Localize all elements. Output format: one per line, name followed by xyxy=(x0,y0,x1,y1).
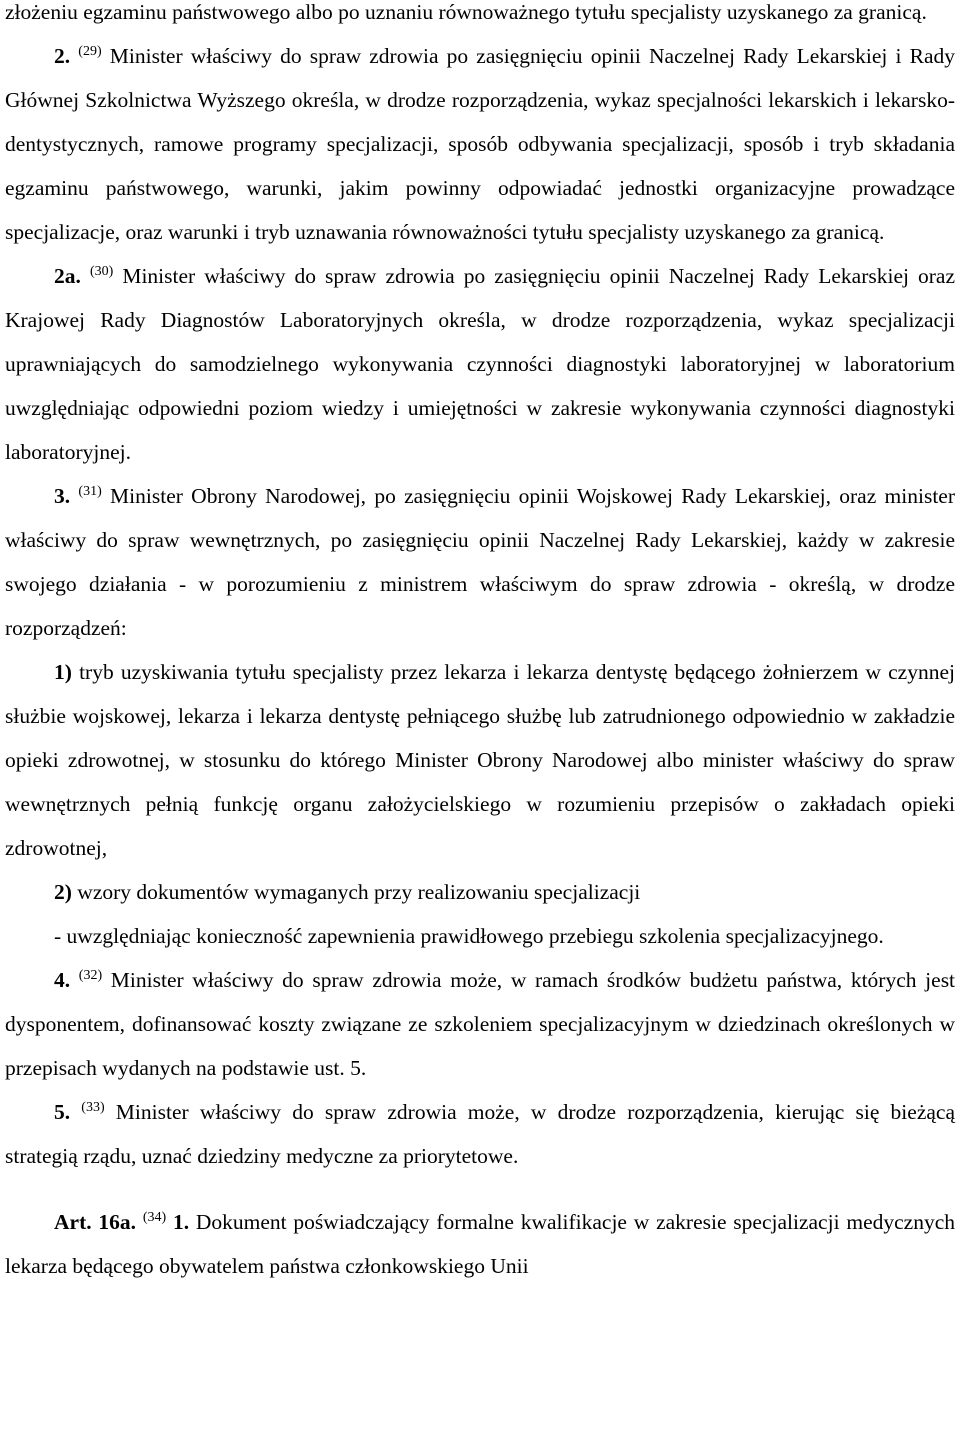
footnote-marker: (33) xyxy=(81,1100,105,1115)
article-16a xyxy=(5,1200,955,1288)
list-item-1 xyxy=(5,650,955,870)
footnote-marker: (31) xyxy=(78,484,102,499)
paragraph-5 xyxy=(5,1090,955,1178)
paragraph-number: 3. xyxy=(54,484,71,508)
list-item-number: 2) xyxy=(54,880,72,904)
paragraph-number: 4. xyxy=(54,968,71,992)
section-spacer xyxy=(5,1178,955,1200)
paragraph-number: 2a. xyxy=(54,264,81,288)
paragraph-text: Minister Obrony Narodowej, po zasięgnięciu opinii Wojskowej Rady Lekarskiej, oraz minister właściwy do spraw wewnętrznych, po zasięgnięciu opinii Naczelnej Rady Lekarskiej, każdy w zakresie swojego działania - w porozumieniu z ministrem właściwym do spraw zdrowia - określą, w drodze rozporządzeń: xyxy=(5,484,956,640)
list-item-number: 1) xyxy=(54,660,72,684)
paragraph-3 xyxy=(5,474,955,650)
paragraph-text: - uwzględniając konieczność zapewnienia prawidłowego przebiegu szkolenia specjalizacyjnego. xyxy=(54,924,884,948)
paragraph-text: Minister właściwy do spraw zdrowia może, w drodze rozporządzenia, kierując się bieżącą strategią rządu, uznać dziedziny medyczne za priorytetowe. xyxy=(5,1100,955,1168)
list-item-2 xyxy=(5,870,955,914)
paragraph-text: Minister właściwy do spraw zdrowia po zasięgnięciu opinii Naczelnej Rady Lekarskiej i Rady Głównej Szkolnictwa Wyższego określa, w drodze rozporządzenia, wykaz specjalności lekarskich i lekarsko-dentystycznych, ramowe programy specjalizacji, sposób odbywania specjalizacji, sposób i tryb składania egzaminu państwowego, warunki, jakim powinny odpowiadać jednostki organizacyjne prowadzące specjalizacje, oraz warunki i tryb uznawania równoważności tytułu specjalisty uzyskanego za granicą. xyxy=(5,44,956,244)
paragraph-4 xyxy=(5,958,955,1090)
article-label: Art. 16a. xyxy=(54,1210,137,1234)
paragraph-number: 1. xyxy=(172,1210,190,1234)
footnote-marker: (29) xyxy=(78,44,102,59)
list-item-text: wzory dokumentów wymaganych przy realizowaniu specjalizacji xyxy=(77,880,641,904)
paragraph-number: 2. xyxy=(54,44,71,68)
paragraph-2 xyxy=(5,34,955,254)
paragraph-continuation xyxy=(5,0,955,34)
footnote-marker: (32) xyxy=(78,968,103,983)
paragraph-number: 5. xyxy=(54,1100,71,1124)
document-page xyxy=(5,0,955,1288)
list-item-text: tryb uzyskiwania tytułu specjalisty przez lekarza i lekarza dentystę będącego żołnierzem w czynnej służbie wojskowej, lekarza i lekarza dentystę pełniącego służbę lub zatrudnionego odpowiednio w zakładzie opieki zdrowotnej, w stosunku do którego Minister Obrony Narodowej albo minister właściwy do spraw wewnętrznych pełnią funkcję organu założycielskiego w rozumieniu przepisów o zakładach opieki zdrowotnej, xyxy=(5,660,955,860)
paragraph-text: Minister właściwy do spraw zdrowia po zasięgnięciu opinii Naczelnej Rady Lekarskiej oraz Krajowej Rady Diagnostów Laboratoryjnych określa, w drodze rozporządzenia, wykaz specjalizacji uprawniających do samodzielnego wykonywania czynności diagnostyki laboratoryjnej w laboratorium uwzględniając odpowiedni poziom wiedzy i umiejętności w zakresie wykonywania czynności diagnostyki laboratoryjnej. xyxy=(5,264,956,464)
paragraph-text: złożeniu egzaminu państwowego albo po uznaniu równoważnego tytułu specjalisty uzyskanego za granicą. xyxy=(5,0,927,24)
paragraph-text: Dokument poświadczający formalne kwalifikacje w zakresie specjalizacji medycznych lekarza będącego obywatelem państwa członkowskiego Unii xyxy=(5,1210,955,1278)
paragraph-text: Minister właściwy do spraw zdrowia może, w ramach środków budżetu państwa, których jest dysponentem, dofinansować koszty związane ze szkoleniem specjalizacyjnym w dziedzinach określonych w przepisach wydanych na podstawie ust. 5. xyxy=(5,968,956,1080)
footnote-marker: (34) xyxy=(142,1210,167,1225)
footnote-marker: (30) xyxy=(89,264,114,279)
paragraph-2a xyxy=(5,254,955,474)
paragraph-3-closing xyxy=(5,914,955,958)
